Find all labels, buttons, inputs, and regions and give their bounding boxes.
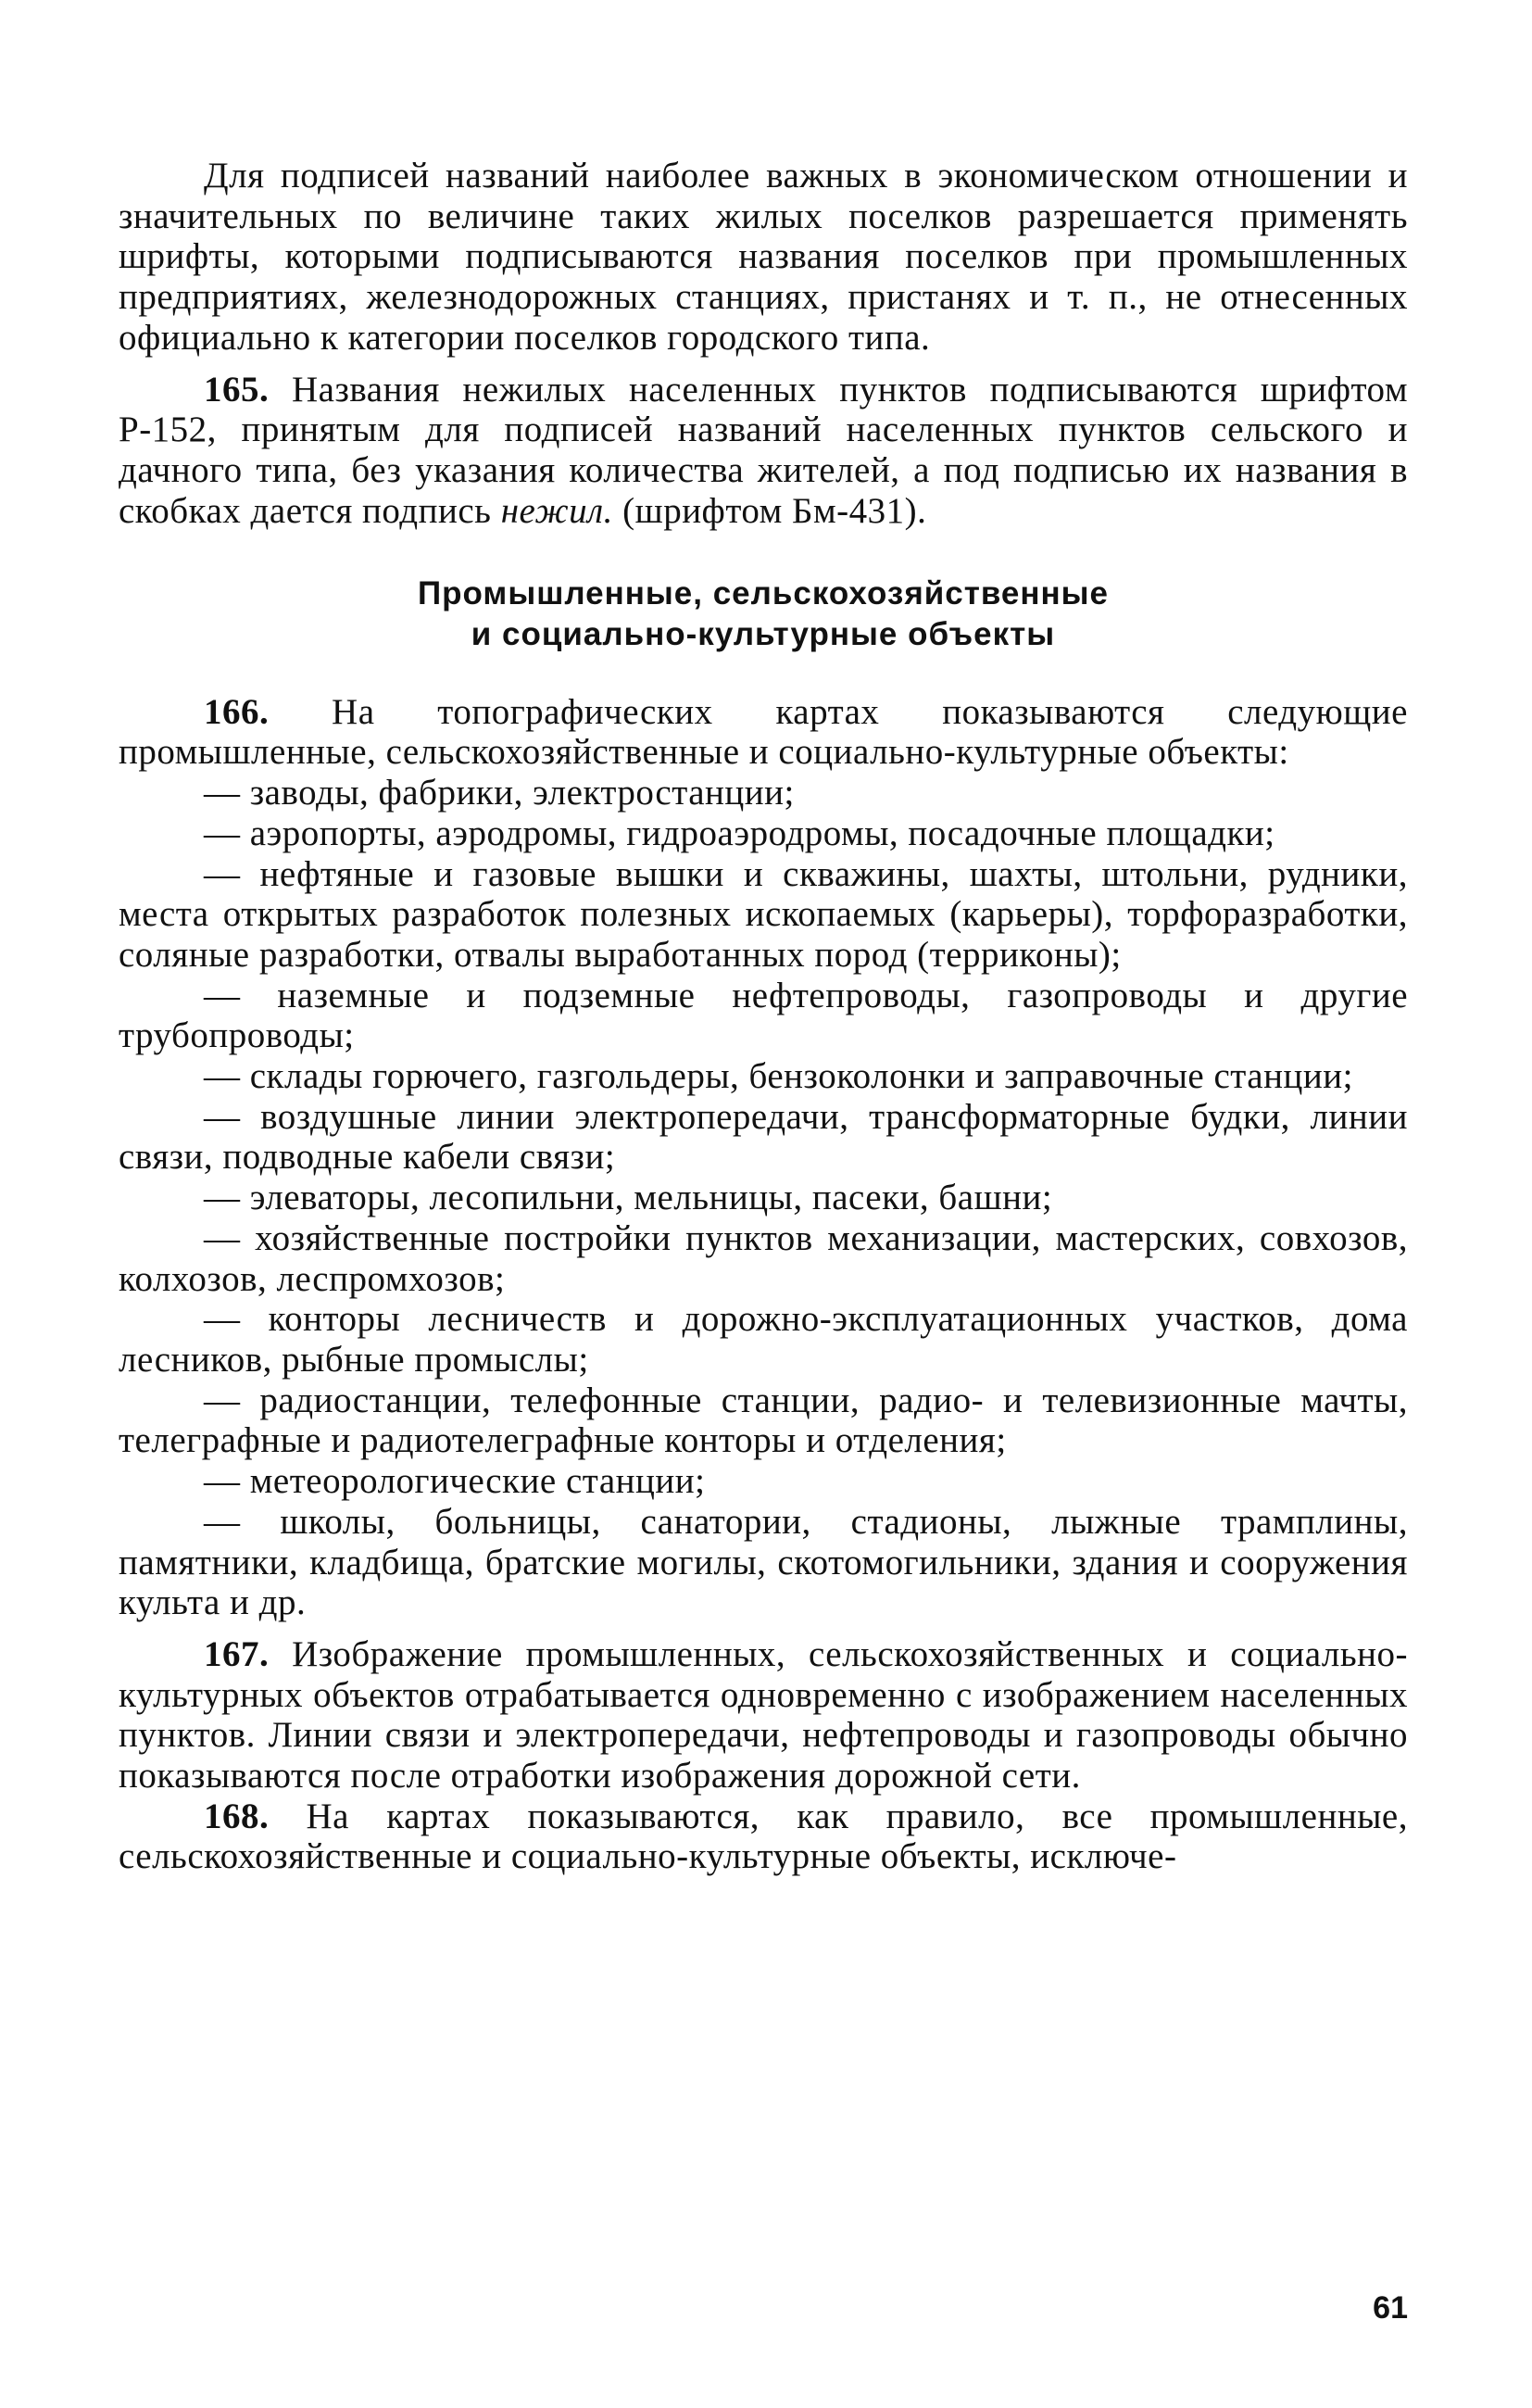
paragraph-168 (119, 1797, 1408, 1877)
paragraph-intro: Для подписей названий наиболее важных в экономическом отношении и значительных по величине таких жилых поселков разрешается применять шрифты, которыми подписываются названия поселков при промышленных предприятиях, железнодорожных станциях, пристанях и т. п., не отнесенных официально к категории поселков городского типа. (119, 156, 1408, 358)
list-item: — аэропорты, аэродромы, гидроаэродромы, посадочные площадки; (204, 813, 1275, 853)
list-item: — заводы, фабрики, электростанции; (204, 773, 795, 813)
paragraph-number-168: 168. (204, 1796, 270, 1836)
text-column (119, 156, 1408, 1877)
paragraph-165-text-a: Названия нежилых населенных пунктов подписываются шрифтом Р-152, принятым для подписей названий населенных пунктов сельского и дачного типа, без указания количества жителей, а под подписью их названия в скобках дается подпись (119, 369, 1408, 531)
paragraph-166 (119, 692, 1408, 773)
list-item: — метеорологические станции; (204, 1461, 706, 1502)
list-item: — наземные и подземные нефтепроводы, газопроводы и другие трубопроводы; (119, 975, 1408, 1056)
list-item: — школы, больницы, санатории, стадионы, лыжные трамплины, памятники, кладбища, братские могилы, скотомогильники, здания и сооружения культа и др. (119, 1501, 1408, 1623)
section-heading-line-1: Промышленные, сельскохозяйственные (417, 575, 1110, 612)
paragraph-166-text: На топографических картах показываются следующие промышленные, сельскохозяйственные и социально-культурные объекты: (119, 691, 1408, 773)
list-item: — склады горючего, газгольдеры, бензоколонки и заправочные станции; (204, 1056, 1353, 1097)
paragraph-168-text: На картах показываются, как правило, все промышленные, сельскохозяйственные и социально-культурные объекты, исключе- (119, 1796, 1408, 1877)
paragraph-number-165: 165. (204, 369, 270, 410)
list-item: — элеваторы, лесопильни, мельницы, пасеки, башни; (204, 1178, 1053, 1218)
paragraph-number-167: 167. (204, 1633, 270, 1674)
section-heading (119, 574, 1408, 654)
objects-list (119, 773, 1408, 1623)
list-item: — хозяйственные постройки пунктов механизации, мастерских, совхозов, колхозов, леспромхозов; (119, 1217, 1408, 1299)
paragraph-167-text: Изображение промышленных, сельскохозяйственных и социально-культурных объектов отрабатывается одновременно с изображением населенных пунктов. Линии связи и электропередачи, нефтепроводы и газопроводы обычно показываются после отработки изображения дорожной сети. (119, 1633, 1408, 1797)
page-number: 61 (1373, 2290, 1408, 2326)
paragraph-number-166: 166. (204, 691, 270, 732)
paragraph-167 (119, 1634, 1408, 1797)
paragraph-165-italic: нежил. (500, 490, 613, 531)
paragraph-165-text-b: (шрифтом Бм-431). (612, 490, 927, 531)
list-item: — нефтяные и газовые вышки и скважины, шахты, штольни, рудники, места открытых разработок полезных ископаемых (карьеры), торфоразработки, соляные разработки, отвалы выработанных пород (терриконы); (119, 853, 1408, 975)
list-item: — радиостанции, телефонные станции, радио- и телевизионные мачты, телеграфные и радиотелеграфные конторы и отделения; (119, 1380, 1408, 1461)
list-item: — конторы лесничеств и дорожно-эксплуатационных участков, дома лесников, рыбные промыслы; (119, 1299, 1408, 1380)
paragraph-165 (119, 370, 1408, 532)
list-item: — воздушные линии электропередачи, трансформаторные будки, линии связи, подводные кабели связи; (119, 1096, 1408, 1178)
section-heading-line-2: и социально-культурные объекты (471, 616, 1056, 653)
